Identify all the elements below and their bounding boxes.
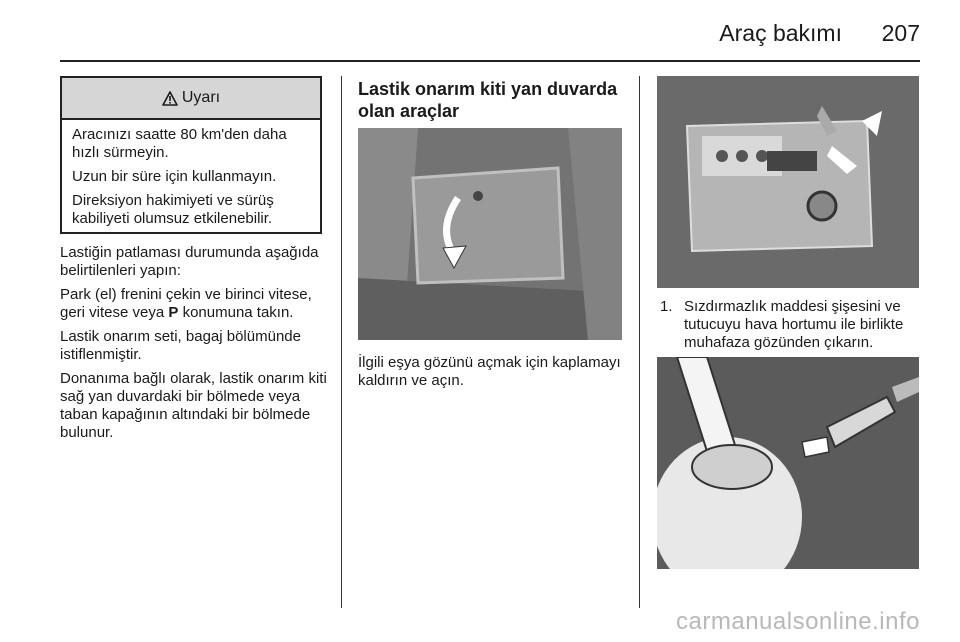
watermark: carmanualsonline.info (676, 608, 920, 635)
paragraph: Lastik onarım seti, bagaj bölümünde istiflenmiştir. (60, 328, 301, 363)
warning-title: Uyarı (181, 89, 221, 106)
trunk-cover-illustration (358, 128, 622, 340)
page-header (60, 14, 920, 60)
sealant-compartment-illustration (657, 76, 919, 288)
bottle-hose-illustration (657, 357, 919, 569)
step-number: 1. (660, 298, 673, 315)
page-number: 207 (881, 20, 920, 46)
paragraph: Park (el) frenini çekin ve birinci vitese, geri vitese veya P konumuna takın. (60, 286, 312, 321)
warning-box (60, 76, 322, 234)
column2-text (358, 354, 628, 396)
paragraph: Donanıma bağlı olarak, lastik onarım kiti sağ yan duvardaki bir bölmede veya taban kapağının altındaki bir bölmede bulunur. (60, 370, 327, 441)
gear-p-label: P (168, 304, 179, 321)
instruction-step (660, 298, 920, 352)
header-rule (60, 60, 920, 62)
paragraph: Lastiğin patlaması durumunda aşağıda belirtilenleri yapın: (60, 244, 319, 279)
column-divider (639, 76, 640, 608)
section-heading: Lastik onarım kiti yan duvarda olan araçlar (358, 79, 618, 121)
warning-header (62, 78, 320, 120)
column1-text (60, 244, 330, 448)
column-divider (341, 76, 342, 608)
warning-icon (162, 91, 178, 106)
warning-line: Direksiyon hakimiyeti ve sürüş kabiliyeti olumsuz etkilenebilir. (72, 192, 274, 227)
step-text: Sızdırmazlık maddesi şişesini ve tutucuyu hava hortumu ile birlikte muhafaza gözünden çıkarın. (684, 298, 904, 351)
figure-caption: İlgili eşya gözünü açmak için kaplamayı kaldırın ve açın. (358, 354, 621, 389)
section-title: Araç bakımı (719, 20, 842, 46)
warning-line: Aracınızı saatte 80 km'den daha hızlı sürmeyin. (72, 126, 287, 161)
warning-line: Uzun bir süre için kullanmayın. (72, 168, 277, 185)
